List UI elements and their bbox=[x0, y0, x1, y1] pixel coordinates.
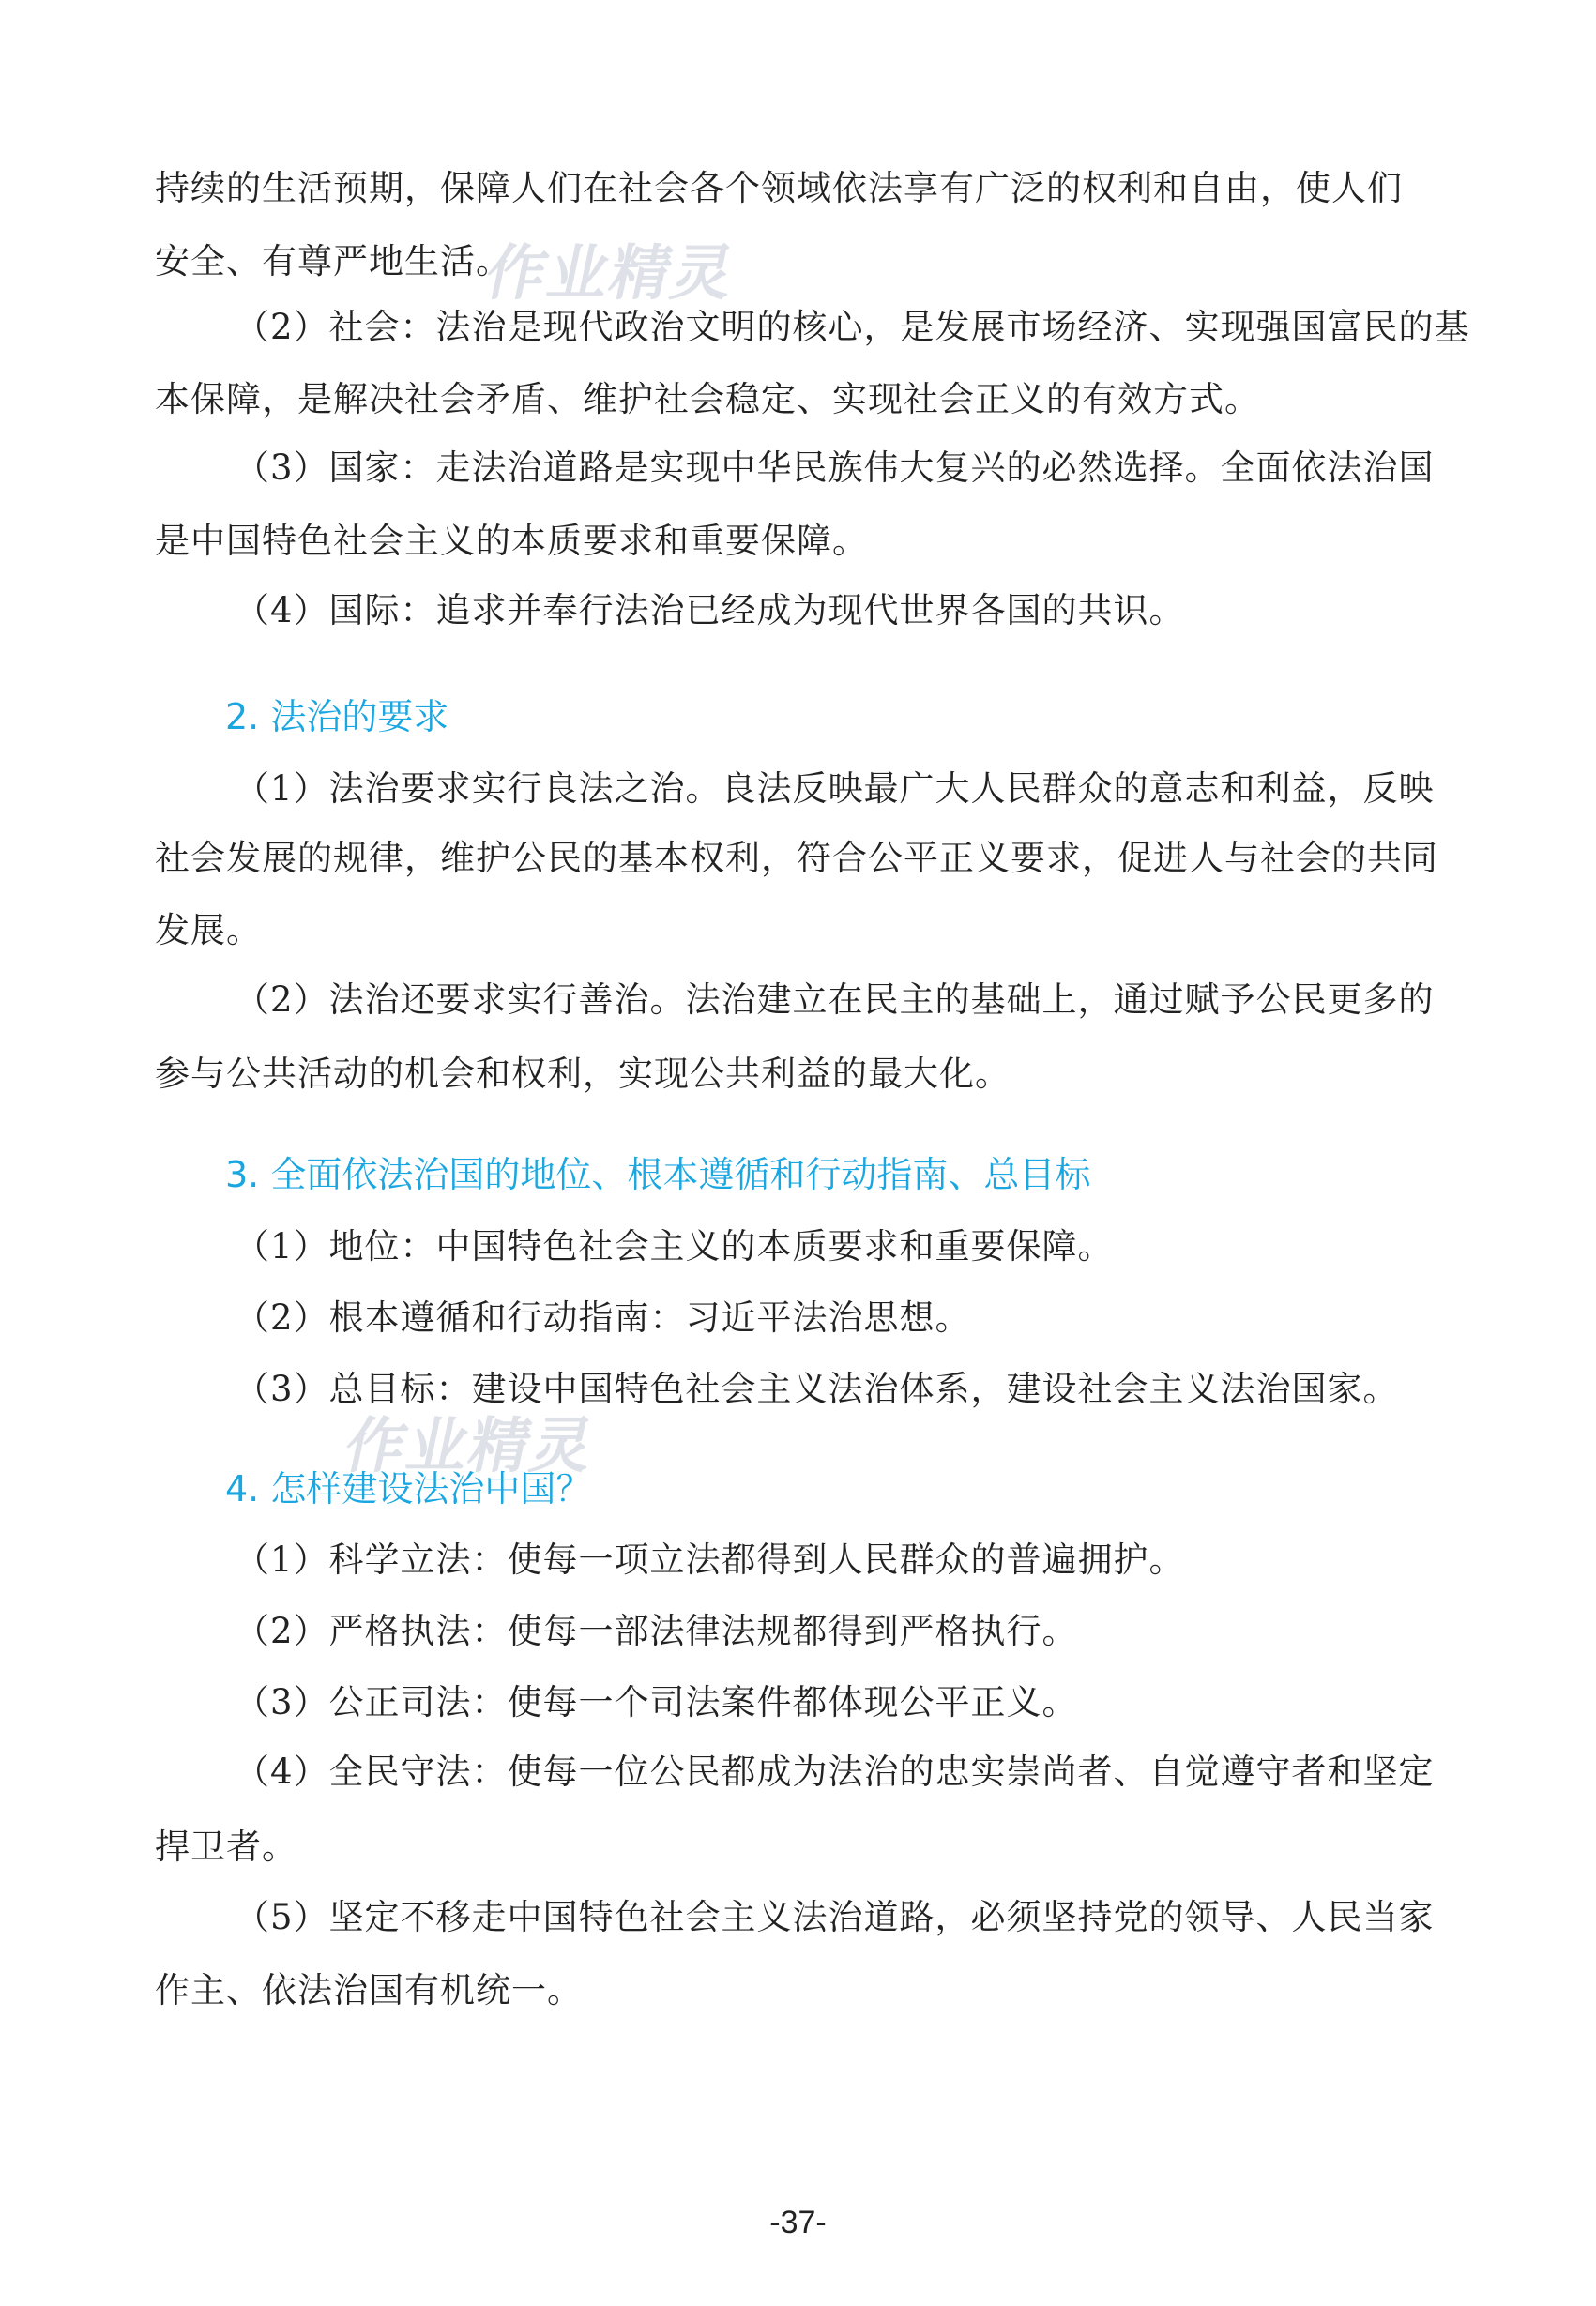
section-heading: 3. 全面依法治国的地位、根本遵循和行动指南、总目标 bbox=[225, 1154, 1091, 1195]
section-heading: 2. 法治的要求 bbox=[225, 696, 449, 737]
body-line: （2）严格执法：使每一部法律法规都得到严格执行。 bbox=[235, 1611, 1078, 1651]
body-line: （2）根本遵循和行动指南：习近平法治思想。 bbox=[235, 1297, 971, 1338]
watermark-logo: 作业精灵 bbox=[338, 1412, 601, 1481]
body-line: （1）法治要求实行良法之治。良法反映最广大人民群众的意志和利益，反映 bbox=[235, 768, 1435, 809]
body-line: （3）总目标：建设中国特色社会主义法治体系，建设社会主义法治国家。 bbox=[235, 1369, 1399, 1409]
page-number: -37- bbox=[769, 2205, 827, 2240]
body-line: （5）坚定不移走中国特色社会主义法治道路，必须坚持党的领导、人民当家 bbox=[235, 1897, 1435, 1937]
watermark-logo: 作业精灵 bbox=[479, 239, 742, 309]
body-line: 社会发展的规律，维护公民的基本权利，符合公平正义要求，促进人与社会的共同 bbox=[155, 838, 1438, 878]
body-line: （1）地位：中国特色社会主义的本质要求和重要保障。 bbox=[235, 1226, 1114, 1267]
body-line: （4）全民守法：使每一位公民都成为法治的忠实崇尚者、自觉遵守者和坚定 bbox=[235, 1752, 1435, 1792]
section-heading: 4. 怎样建设法治中国？ bbox=[225, 1468, 592, 1510]
body-line: （1）科学立法：使每一项立法都得到人民群众的普遍拥护。 bbox=[235, 1540, 1185, 1580]
body-line: （3）公正司法：使每一个司法案件都体现公平正义。 bbox=[235, 1682, 1078, 1722]
body-line: 是中国特色社会主义的本质要求和重要保障。 bbox=[155, 521, 868, 561]
body-line: （2）社会：法治是现代政治文明的核心，是发展市场经济、实现强国富民的基 bbox=[235, 307, 1470, 347]
body-line: （3）国家：走法治道路是实现中华民族伟大复兴的必然选择。全面依法治国 bbox=[235, 448, 1435, 488]
body-line: （2）法治还要求实行善治。法治建立在民主的基础上，通过赋予公民更多的 bbox=[235, 979, 1435, 1020]
body-line: 发展。 bbox=[155, 910, 262, 950]
body-line: 捍卫者。 bbox=[155, 1827, 297, 1867]
body-line: 参与公共活动的机会和权利，实现公共利益的最大化。 bbox=[155, 1054, 1011, 1094]
body-line: 作主、依法治国有机统一。 bbox=[155, 1970, 583, 2010]
body-line: 安全、有尊严地生活。 bbox=[155, 241, 511, 281]
body-line: 持续的生活预期，保障人们在社会各个领域依法享有广泛的权利和自由，使人们 bbox=[155, 168, 1403, 208]
body-line: （4）国际：追求并奉行法治已经成为现代世界各国的共识。 bbox=[235, 590, 1185, 630]
body-line: 本保障，是解决社会矛盾、维护社会稳定、实现社会正义的有效方式。 bbox=[155, 379, 1260, 419]
